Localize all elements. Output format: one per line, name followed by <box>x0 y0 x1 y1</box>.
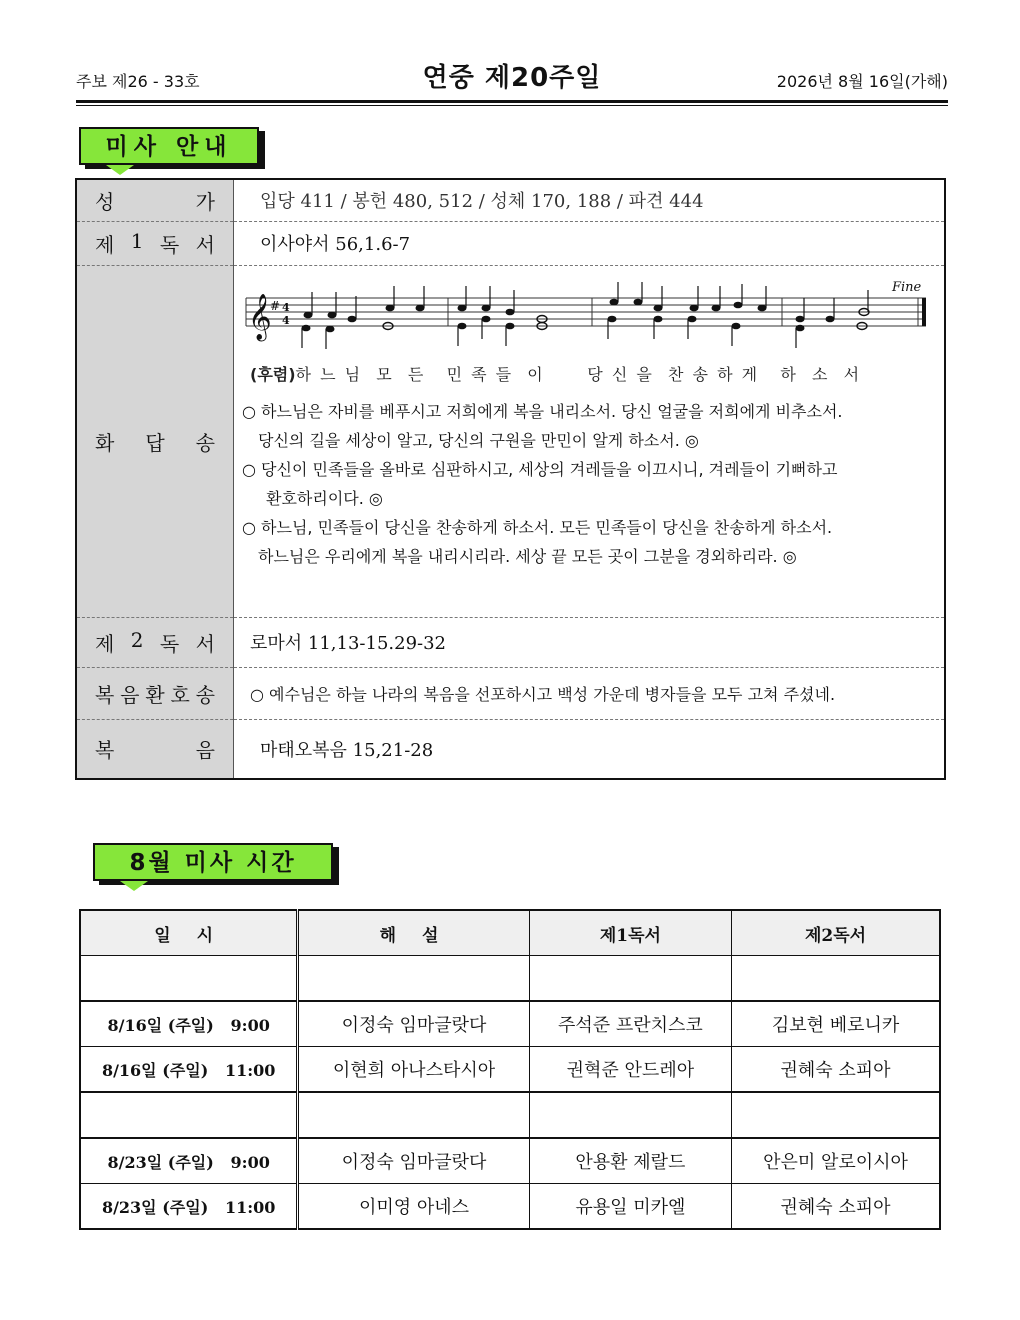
svg-text:#: # <box>270 298 281 313</box>
issue-date: 2026년 8월 16일(가해) <box>776 72 948 91</box>
table-row: 8/23일 (주일) 9:00 이정숙 임마글랏다 안용환 제랄드 안은미 알로이시아 <box>80 1138 940 1184</box>
header-rule <box>76 100 948 103</box>
schedule-header-row <box>80 910 940 956</box>
verse-3-line1: ○ 하느님, 민족들이 당신을 찬송하게 하소서. 모든 민족들이 당신을 찬송하게 하소서. <box>242 517 833 537</box>
value-hymns: 입당 411 / 봉헌 480, 512 / 성체 170, 188 / 파견 444 <box>234 179 946 221</box>
row-psalm <box>76 265 945 617</box>
value-reading2: 로마서 11,13-15.29-32 <box>234 617 946 667</box>
value-gospel: 마태오복음 15,21-28 <box>260 739 434 761</box>
verse-2-line2: 환호하리이다. ◎ <box>266 488 383 508</box>
label-hymns: 성 가 <box>95 189 215 214</box>
table-row: 8/23일 (주일) 11:00 이미영 아네스 유용일 미카엘 권혜숙 소피아 <box>80 1184 940 1230</box>
schedule-tag: 8월 미사 시간 <box>93 843 333 881</box>
verse-1-line2: 당신의 길을 세상이 알고, 당신의 구원을 만민이 알게 하소서. ◎ <box>258 430 699 450</box>
table-row <box>80 956 940 1002</box>
svg-text:𝄞: 𝄞 <box>248 293 272 340</box>
mass-schedule-table <box>79 909 941 1230</box>
bulletin-header <box>76 64 948 98</box>
row-acclamation <box>76 667 945 719</box>
refrain-text: 하 느 님 모 든 민 족 들 이 당 신 을 찬 송 하 게 하 소 서 <box>295 364 862 384</box>
psalm-verses <box>242 397 934 571</box>
header-reading1: 제1독서 <box>529 910 731 956</box>
issue-number: 주보 제26 - 33호 <box>76 72 200 91</box>
verse-2-line1: ○ 당신이 민족들을 올바로 심판하시고, 세상의 겨레들을 이끄시니, 겨레들이 기뻐하고 <box>242 459 838 479</box>
verse-3-line2: 하느님은 우리에게 복을 내리시리라. 세상 끝 모든 곳이 그분을 경외하리라. ◎ <box>258 546 797 566</box>
verse-1-line1: ○ 하느님은 자비를 베푸시고 저희에게 복을 내리소서. 당신 얼굴을 저희에게 비추소서. <box>242 401 843 421</box>
row-gospel <box>76 719 945 779</box>
table-row <box>80 1092 940 1138</box>
refrain-score <box>244 278 934 385</box>
fine-mark: Fine <box>892 279 922 295</box>
mass-guide-table <box>75 178 946 780</box>
page-title: 연중 제20주일 <box>422 63 602 93</box>
label-psalm: 화 답 송 <box>95 430 215 455</box>
label-acclamation: 복 음 환 호 송 <box>95 682 215 707</box>
svg-text:4: 4 <box>282 300 290 314</box>
label-reading2: 제 2 독 서 <box>95 627 215 656</box>
header-commentator: 해 설 <box>298 910 529 956</box>
tag-pointer <box>120 881 148 891</box>
header-datetime: 일 시 <box>80 910 298 956</box>
label-reading1: 제 1 독 서 <box>95 228 215 257</box>
table-row: 8/16일 (주일) 11:00 이현희 아나스타시아 권혁준 안드레아 권혜숙 소피아 <box>80 1047 940 1093</box>
header-rule-thin <box>76 105 948 106</box>
mass-guide-tag: 미사 안내 <box>79 127 259 165</box>
music-staff-icon <box>244 278 934 356</box>
label-gospel: 복 음 <box>95 738 215 763</box>
row-reading2 <box>76 617 945 667</box>
row-hymns <box>76 179 945 221</box>
refrain-label: (후렴) <box>250 364 296 384</box>
row-reading1 <box>76 221 945 265</box>
table-row: 8/16일 (주일) 9:00 이정숙 임마글랏다 주석준 프란치스코 김보현 베로니카 <box>80 1001 940 1047</box>
refrain-lyrics <box>250 362 934 385</box>
value-acclamation: ○ 예수님은 하늘 나라의 복음을 선포하시고 백성 가운데 병자들을 모두 고쳐 주셨네. <box>234 667 946 719</box>
svg-text:4: 4 <box>282 313 290 327</box>
header-reading2: 제2독서 <box>732 910 940 956</box>
value-reading1: 이사야서 56,1.6-7 <box>234 221 946 265</box>
tag-pointer <box>106 165 134 175</box>
